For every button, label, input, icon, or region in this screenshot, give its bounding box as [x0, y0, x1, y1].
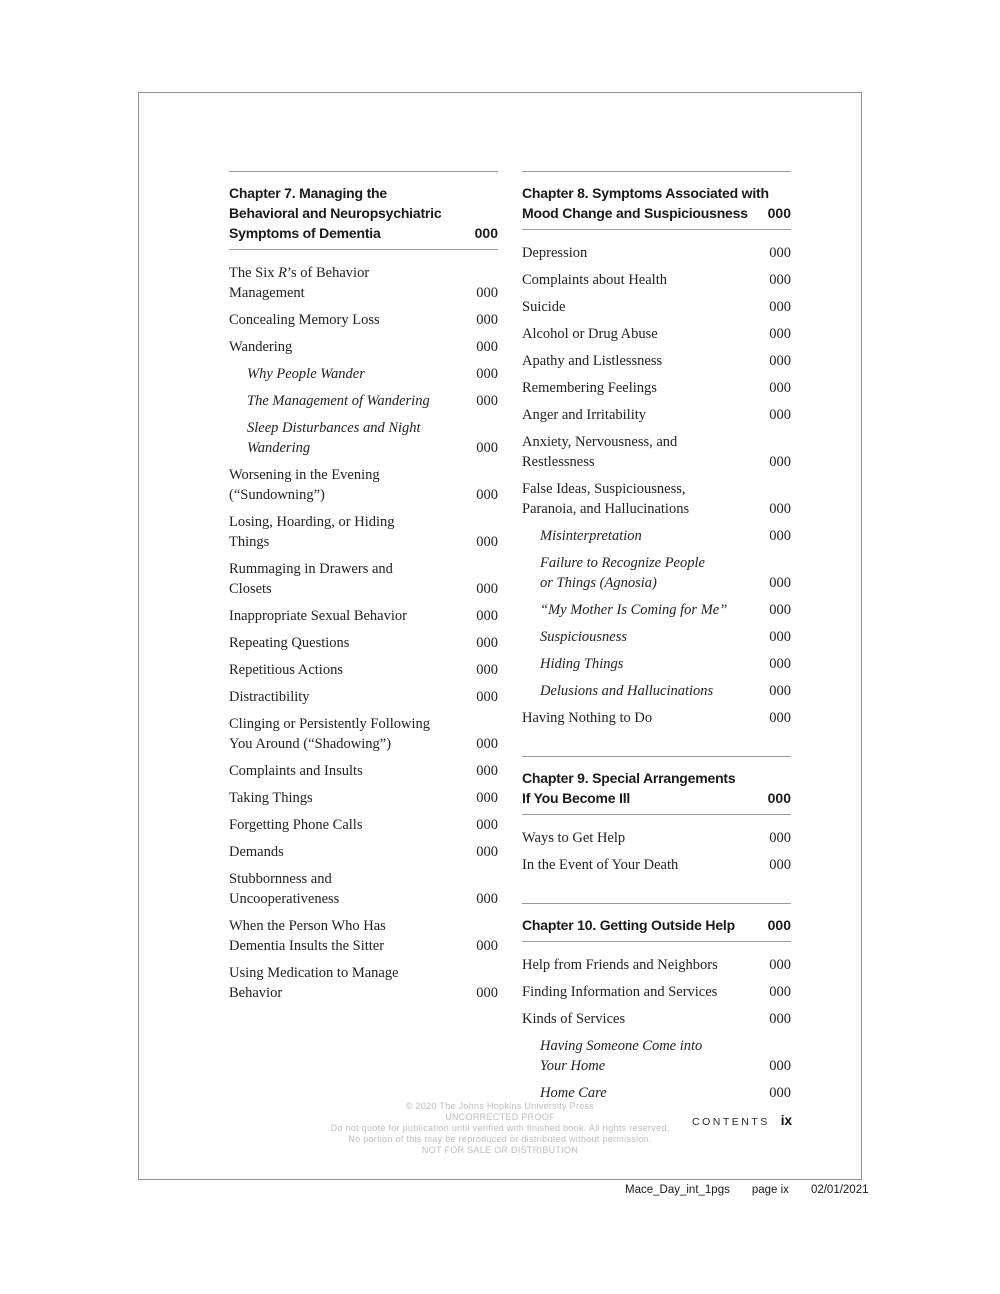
toc-entry-line: The Management of Wandering — [247, 393, 430, 409]
proof-notforsale-line: NOT FOR SALE OR DISTRIBUTION — [421, 1145, 579, 1155]
toc-entry-page-number: 000 — [769, 629, 791, 645]
toc-section — [522, 171, 791, 728]
toc-entry — [522, 526, 791, 546]
toc-entry-page-number: 000 — [769, 380, 791, 396]
toc-section — [522, 756, 791, 875]
toc-entry-title — [522, 600, 757, 620]
toc-entry-line: Repetitious Actions — [229, 662, 343, 678]
folio-page-number: ix — [780, 1113, 792, 1128]
toc-entry-line: Distractibility — [229, 689, 310, 705]
toc-entry — [229, 606, 498, 626]
toc-entry-page-number: 000 — [769, 957, 791, 973]
toc-entry-line: Worsening in the Evening — [229, 467, 380, 483]
toc-entry-line: Forgetting Phone Calls — [229, 817, 363, 833]
toc-entry-title — [522, 708, 757, 728]
toc-entry-line: Complaints and Insults — [229, 763, 363, 779]
toc-entry-page-number: 000 — [769, 353, 791, 369]
toc-entry — [522, 351, 791, 371]
toc-entry-title — [522, 955, 757, 975]
toc-entry-page-number: 000 — [476, 285, 498, 301]
toc-column-right — [522, 171, 791, 1110]
toc-entry-page-number: 000 — [769, 575, 791, 591]
toc-entry-line: Why People Wander — [247, 366, 365, 382]
proof-uncorrected-line: UNCORRECTED PROOF — [445, 1112, 555, 1122]
toc-entry — [229, 465, 498, 505]
proof-permission-line: No portion of this may be reproduced or distributed without permission. — [348, 1134, 652, 1144]
toc-entry-line: Uncooperativeness — [229, 891, 340, 907]
toc-entry-page-number: 000 — [769, 656, 791, 672]
toc-entry-line: Behavior — [229, 985, 283, 1001]
toc-entry — [229, 714, 498, 754]
slug-page: page ix — [751, 1184, 789, 1196]
toc-entry-line: Dementia Insults the Sitter — [229, 938, 385, 954]
toc-entry-title — [229, 633, 464, 653]
toc-entry — [229, 761, 498, 781]
section-rule — [522, 229, 791, 230]
toc-entry — [229, 633, 498, 653]
toc-entry-page-number: 000 — [769, 857, 791, 873]
toc-entry-title — [229, 465, 464, 505]
chapter-heading-line: If You Become Ill — [522, 790, 631, 806]
toc-entry-title — [522, 1009, 757, 1029]
toc-entry-title — [229, 559, 464, 599]
toc-entry-line: Clinging or Persistently Following — [229, 716, 430, 732]
toc-entry-line: Depression — [522, 245, 588, 261]
toc-entry — [522, 1009, 791, 1029]
toc-entry-line: Closets — [229, 581, 272, 597]
chapter-heading — [229, 183, 498, 243]
toc-entry-title — [229, 687, 464, 707]
toc-entry-page-number: 000 — [476, 534, 498, 550]
toc-entry — [522, 1036, 791, 1076]
toc-entry-title — [522, 627, 757, 647]
toc-entry-page-number: 000 — [769, 407, 791, 423]
chapter-heading — [522, 915, 791, 935]
toc-entry-title — [229, 869, 464, 909]
toc-entry-title — [229, 788, 464, 808]
toc-entry-line: Remembering Feelings — [522, 380, 657, 396]
toc-entry-line: Paranoia, and Hallucinations — [522, 501, 690, 517]
toc-entry — [522, 432, 791, 472]
toc-entry-title — [522, 297, 757, 317]
chapter-heading — [522, 183, 791, 223]
chapter-page-number: 000 — [474, 225, 498, 241]
toc-entry-page-number: 000 — [476, 581, 498, 597]
toc-entry-title — [522, 243, 757, 263]
toc-entry-title — [522, 526, 757, 546]
toc-entry — [522, 479, 791, 519]
toc-entry-page-number: 000 — [769, 454, 791, 470]
toc-entry-line: Using Medication to Manage — [229, 965, 399, 981]
chapter-page-number: 000 — [767, 205, 791, 221]
toc-entry-line: Your Home — [540, 1058, 606, 1074]
toc-entry — [229, 310, 498, 330]
toc-entry — [522, 855, 791, 875]
toc-entry — [522, 955, 791, 975]
toc-column-left — [229, 171, 498, 1010]
toc-entry — [522, 1083, 791, 1103]
running-foot — [692, 1113, 792, 1128]
toc-entry — [229, 263, 498, 303]
toc-entry — [229, 559, 498, 599]
toc-entry — [229, 391, 498, 411]
toc-entry-page-number: 000 — [769, 1011, 791, 1027]
toc-entry-line: Failure to Recognize People — [540, 555, 705, 571]
toc-entry-line: (“Sundowning”) — [229, 487, 325, 503]
toc-entry — [522, 600, 791, 620]
toc-entry — [522, 405, 791, 425]
chapter-heading — [522, 768, 791, 808]
toc-entry-page-number: 000 — [476, 817, 498, 833]
toc-entry — [522, 681, 791, 701]
toc-entry — [229, 364, 498, 384]
chapter-heading-line: Behavioral and Neuropsychiatric — [229, 205, 442, 221]
toc-entry-title — [522, 270, 757, 290]
toc-entry-line: Inappropriate Sexual Behavior — [229, 608, 407, 624]
toc-entry-title — [229, 761, 464, 781]
toc-entry-line: Kinds of Services — [522, 1011, 626, 1027]
toc-entry-line: Sleep Disturbances and Night — [247, 420, 421, 436]
chapter-heading-line: Mood Change and Suspiciousness — [522, 205, 748, 221]
toc-entry — [522, 828, 791, 848]
toc-entry — [229, 788, 498, 808]
proof-notice — [139, 1101, 861, 1156]
toc-entry — [229, 660, 498, 680]
toc-entry-title — [522, 982, 757, 1002]
toc-entry-title — [229, 714, 464, 754]
toc-entry-line: Complaints about Health — [522, 272, 667, 288]
toc-entry-line: Finding Information and Services — [522, 984, 718, 1000]
toc-entry-line: Anxiety, Nervousness, and — [522, 434, 678, 450]
toc-entry-line: Alcohol or Drug Abuse — [522, 326, 658, 342]
toc-entry-line: In the Event of Your Death — [522, 857, 679, 873]
toc-entry — [522, 708, 791, 728]
toc-entry-line: Anger and Irritability — [522, 407, 647, 423]
section-rule — [229, 249, 498, 250]
chapter-heading-line: Chapter 7. Managing the — [229, 185, 387, 201]
toc-entry-page-number: 000 — [769, 984, 791, 1000]
toc-entry-title — [229, 815, 464, 835]
toc-entry-line: Things — [229, 534, 270, 550]
proof-quote-line: Do not quote for publication until verified with finished book. All rights reserved. — [330, 1123, 670, 1133]
toc-entry-page-number: 000 — [769, 272, 791, 288]
section-rule — [522, 814, 791, 815]
toc-entry-line: Hiding Things — [540, 656, 624, 672]
toc-entry — [522, 324, 791, 344]
toc-entry — [522, 627, 791, 647]
chapter-heading-line: Chapter 9. Special Arrangements — [522, 770, 736, 786]
toc-entry-page-number: 000 — [476, 366, 498, 382]
toc-entry-page-number: 000 — [476, 312, 498, 328]
toc-entry-page-number: 000 — [476, 844, 498, 860]
slug-line — [625, 1184, 869, 1196]
contents-label: CONTENTS — [691, 1116, 770, 1128]
chapter-heading-line: Chapter 10. Getting Outside Help — [522, 917, 735, 933]
toc-section — [229, 171, 498, 1003]
toc-entry-page-number: 000 — [476, 985, 498, 1001]
toc-entry-line: Management — [229, 285, 305, 301]
chapter-heading-line: Chapter 8. Symptoms Associated with — [522, 185, 769, 201]
toc-entry-line: You Around (“Shadowing”) — [229, 736, 392, 752]
toc-entry-line: Help from Friends and Neighbors — [522, 957, 718, 973]
toc-entry-title — [522, 432, 757, 472]
toc-entry-line: Ways to Get Help — [522, 830, 626, 846]
toc-entry-title — [229, 606, 464, 626]
toc-entry-line: Misinterpretation — [540, 528, 642, 544]
toc-section — [522, 903, 791, 1103]
toc-entry-page-number: 000 — [476, 689, 498, 705]
toc-entry-page-number: 000 — [769, 602, 791, 618]
toc-entry-line: “My Mother Is Coming for Me” — [540, 602, 728, 618]
toc-entry-title — [522, 378, 757, 398]
toc-entry-page-number: 000 — [769, 683, 791, 699]
toc-entry-line: Stubbornness and — [229, 871, 332, 887]
toc-entry-line: Suspiciousness — [540, 629, 627, 645]
toc-entry-page-number: 000 — [476, 393, 498, 409]
toc-entry-page-number: 000 — [476, 891, 498, 907]
toc-entry-title — [522, 1036, 757, 1076]
toc-entry-page-number: 000 — [769, 326, 791, 342]
toc-entry-title — [229, 916, 464, 956]
toc-entry — [229, 337, 498, 357]
toc-entry-title — [229, 391, 464, 411]
toc-entry-title — [522, 351, 757, 371]
toc-entry-line: Delusions and Hallucinations — [540, 683, 714, 699]
toc-entry-page-number: 000 — [476, 608, 498, 624]
toc-entry-title — [522, 681, 757, 701]
toc-entry-page-number: 000 — [769, 299, 791, 315]
toc-entry-title — [522, 405, 757, 425]
toc-entry — [229, 842, 498, 862]
book-page — [138, 92, 862, 1180]
toc-entry-line: Losing, Hoarding, or Hiding — [229, 514, 395, 530]
toc-entry-page-number: 000 — [769, 245, 791, 261]
toc-entry-list — [229, 263, 498, 1003]
toc-entry-page-number: 000 — [476, 440, 498, 456]
toc-entry-line: or Things (Agnosia) — [540, 575, 657, 591]
chapter-heading-line: Symptoms of Dementia — [229, 225, 381, 241]
toc-entry-title — [229, 337, 464, 357]
toc-entry-list — [522, 828, 791, 875]
toc-entry-line: Wandering — [229, 339, 293, 355]
toc-entry — [229, 687, 498, 707]
toc-entry-page-number: 000 — [476, 763, 498, 779]
chapter-page-number: 000 — [767, 917, 791, 933]
toc-entry-page-number: 000 — [476, 339, 498, 355]
toc-entry — [229, 815, 498, 835]
toc-entry-page-number: 000 — [476, 736, 498, 752]
toc-entry — [522, 297, 791, 317]
toc-entry-line: Rummaging in Drawers and — [229, 561, 393, 577]
toc-entry-line: Restlessness — [522, 454, 595, 470]
toc-entry-title — [229, 512, 464, 552]
toc-entry-title — [229, 842, 464, 862]
toc-entry-title — [522, 828, 757, 848]
toc-entry-line: Wandering — [247, 440, 311, 456]
toc-entry — [522, 654, 791, 674]
toc-entry-line: Home Care — [540, 1085, 607, 1101]
toc-entry — [229, 963, 498, 1003]
toc-entry-title — [229, 364, 464, 384]
toc-entry-line: Having Someone Come into — [540, 1038, 703, 1054]
toc-entry — [229, 869, 498, 909]
toc-entry-page-number: 000 — [769, 528, 791, 544]
toc-entry-title — [229, 310, 464, 330]
toc-entry-line: Suicide — [522, 299, 566, 315]
proof-copyright-line: © 2020 The Johns Hopkins University Press — [405, 1101, 595, 1111]
toc-entry — [522, 270, 791, 290]
toc-entry-line: Apathy and Listlessness — [522, 353, 663, 369]
toc-entry — [229, 418, 498, 458]
toc-entry-title — [229, 963, 464, 1003]
toc-entry — [522, 553, 791, 593]
toc-entry-title — [522, 553, 757, 593]
toc-entry-title — [522, 324, 757, 344]
slug-filename: Mace_Day_int_1pgs — [625, 1184, 730, 1196]
toc-entry-line: Demands — [229, 844, 284, 860]
toc-entry-line: When the Person Who Has — [229, 918, 386, 934]
toc-entry — [229, 512, 498, 552]
chapter-page-number: 000 — [767, 790, 791, 806]
toc-entry-title — [522, 1083, 757, 1103]
toc-entry-page-number: 000 — [476, 790, 498, 806]
slug-date: 02/01/2021 — [810, 1184, 869, 1196]
section-rule — [522, 941, 791, 942]
toc-entry-page-number: 000 — [769, 1058, 791, 1074]
toc-entry-page-number: 000 — [769, 1085, 791, 1101]
toc-entry-page-number: 000 — [476, 938, 498, 954]
toc-entry-line: Having Nothing to Do — [522, 710, 653, 726]
toc-entry-title — [229, 660, 464, 680]
toc-entry-title — [522, 479, 757, 519]
toc-entry — [522, 378, 791, 398]
toc-entry-line: False Ideas, Suspiciousness, — [522, 481, 686, 497]
toc-entry-page-number: 000 — [476, 662, 498, 678]
toc-entry-line: Repeating Questions — [229, 635, 350, 651]
toc-entry-title — [522, 855, 757, 875]
toc-entry-page-number: 000 — [769, 830, 791, 846]
toc-entry-title — [229, 418, 464, 458]
toc-entry-line: Concealing Memory Loss — [229, 312, 380, 328]
toc-entry-list — [522, 955, 791, 1103]
toc-entry-list — [522, 243, 791, 728]
toc-entry-title — [522, 654, 757, 674]
toc-entry — [229, 916, 498, 956]
toc-entry — [522, 243, 791, 263]
toc-entry-line: Taking Things — [229, 790, 313, 806]
toc-entry-page-number: 000 — [476, 635, 498, 651]
toc-entry-page-number: 000 — [769, 710, 791, 726]
toc-entry-line: The Six R’s of Behavior — [229, 265, 370, 281]
toc-entry-page-number: 000 — [769, 501, 791, 517]
toc-entry — [522, 982, 791, 1002]
toc-entry-page-number: 000 — [476, 487, 498, 503]
toc-entry-title — [229, 263, 464, 303]
